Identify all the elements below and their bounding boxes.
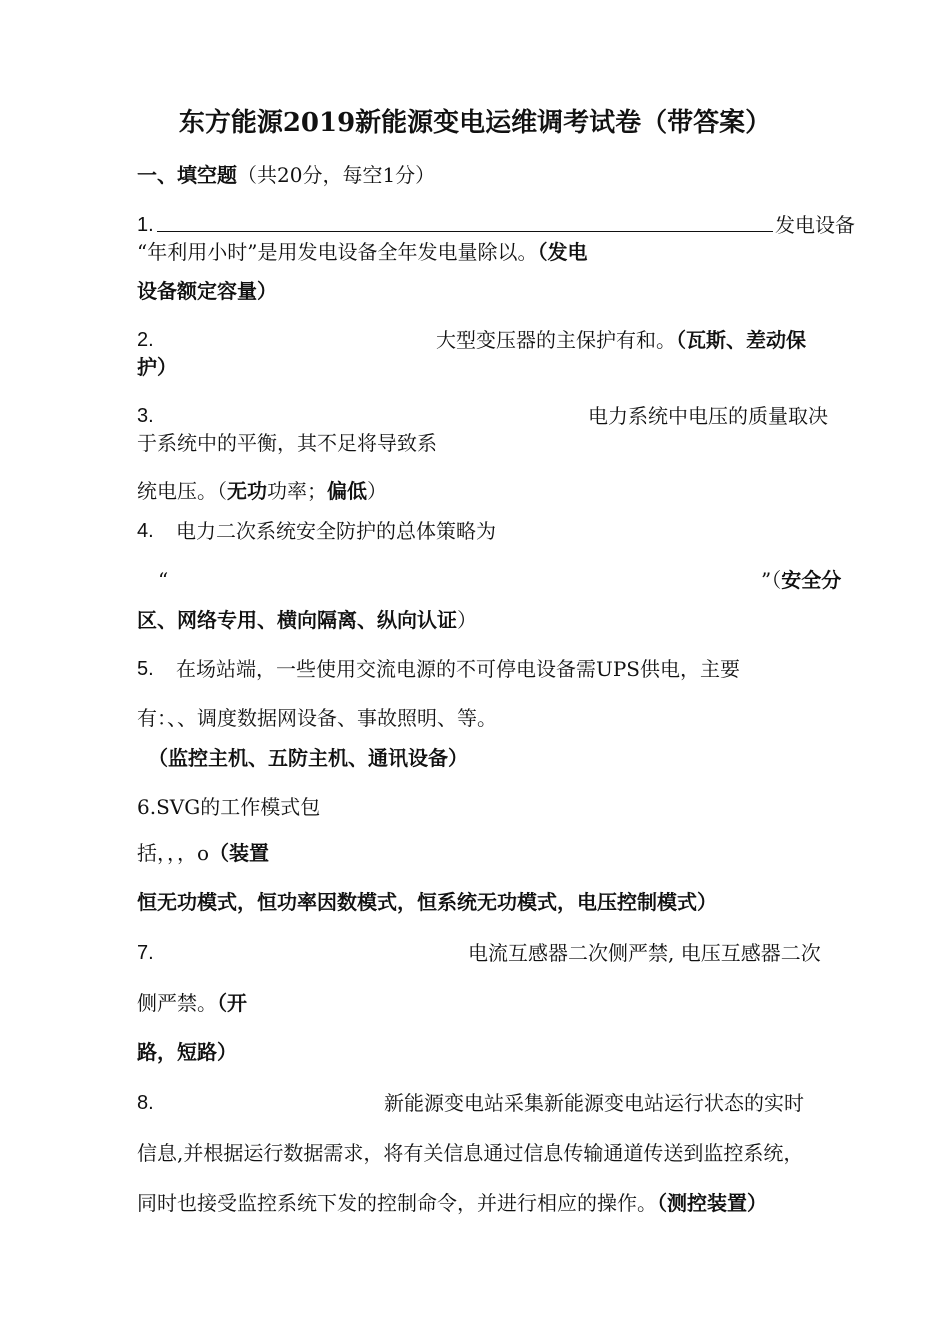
- q2-answer-part1: （瓦斯、差动保: [676, 328, 806, 352]
- q7-answer-part1: （开: [217, 991, 247, 1015]
- q1-text-line2: [137, 238, 587, 266]
- q1-blank-line: [157, 211, 773, 239]
- q7-answer-part2: 路，短路）: [137, 1040, 237, 1064]
- q6-text-line2: [137, 839, 269, 867]
- q6-answer-part1: （装置: [209, 841, 270, 865]
- q7-number: 7.: [137, 942, 154, 964]
- q4-text: 电力二次系统安全防护的总体策略为: [176, 519, 496, 543]
- q7-text: 电流互感器二次侧严禁, 电压互感器二次: [468, 941, 821, 965]
- q4-answer-line: [761, 566, 841, 594]
- q3-text-line3: [137, 477, 387, 505]
- q3-text-line2: 于系统中的平衡，其不足将导致系: [137, 431, 437, 455]
- q1-text: “年利用小时”是用发电设备全年发电量除以。: [137, 240, 538, 264]
- page-title: 东方能源2019新能源变电运维调考试卷（带答案）: [178, 108, 772, 138]
- q1-text-tail: 发电设备: [775, 213, 855, 237]
- q7-text-line2: [137, 989, 247, 1017]
- q1-answer-part1: （发电: [537, 240, 588, 264]
- q5-number: 5.: [137, 658, 154, 680]
- q6-text: 6.SVG的工作模式包: [137, 795, 321, 819]
- q4-answer-part2: 区、网络专用、横向隔离、纵向认证: [137, 608, 457, 632]
- q4-answer-end: ）: [457, 608, 477, 632]
- section-heading-label: 一、填空题: [137, 163, 237, 187]
- q8-number: 8.: [137, 1092, 154, 1114]
- q3-answer-1: 无功: [227, 479, 267, 503]
- q8-text-line2: 信息,并根据运行数据需求，将有关信息通过信息传输通道传送到监控系统，: [137, 1141, 804, 1165]
- q4-answer-line2: [137, 606, 477, 634]
- q3-text-end: ）: [367, 479, 387, 503]
- q4-close-quote: ”（: [761, 568, 782, 592]
- q2-number: 2.: [137, 329, 154, 351]
- q4-number: 4.: [137, 520, 154, 542]
- q7-text-pre: 侧严禁。: [137, 991, 217, 1015]
- q2-text-line: [436, 326, 806, 354]
- q3-answer-2: 偏低: [327, 479, 367, 503]
- q4-answer-part1: 安全分: [781, 568, 842, 592]
- section-heading: [137, 161, 435, 189]
- q8-text-pre: 同时也接受监控系统下发的控制命令，并进行相应的操作。: [137, 1191, 657, 1215]
- q1-number: 1.: [137, 214, 154, 236]
- q1-answer-part2: 设备额定容量）: [137, 279, 277, 303]
- q2-text: 大型变压器的主保护有和。: [436, 328, 676, 352]
- q3-text-mid: 功率；: [267, 479, 327, 503]
- q3-number: 3.: [137, 405, 154, 427]
- q3-text-pre: 统电压。（: [137, 479, 227, 503]
- q5-text: 在场站端，一些使用交流电源的不可停电设备需UPS供电，主要: [176, 657, 741, 681]
- q5-text-line2: 有：、、调度数据网设备、事故照明、等。: [137, 706, 497, 730]
- q8-text-line3: [137, 1189, 767, 1217]
- q8-answer: （测控装置）: [657, 1191, 767, 1215]
- q6-text-pre: 括，，，o: [137, 841, 210, 865]
- q2-answer-part2: 护）: [137, 355, 177, 379]
- q8-text: 新能源变电站采集新能源变电站运行状态的实时: [384, 1091, 804, 1115]
- q5-answer: （监控主机、五防主机、通讯设备）: [148, 746, 468, 770]
- section-heading-note: （共20分，每空1分）: [237, 163, 436, 187]
- q6-answer-part2: 恒无功模式，恒功率因数模式，恒系统无功模式，电压控制模式）: [137, 890, 717, 914]
- q3-text: 电力系统中电压的质量取决: [588, 404, 828, 428]
- q4-open-quote: “: [158, 568, 169, 592]
